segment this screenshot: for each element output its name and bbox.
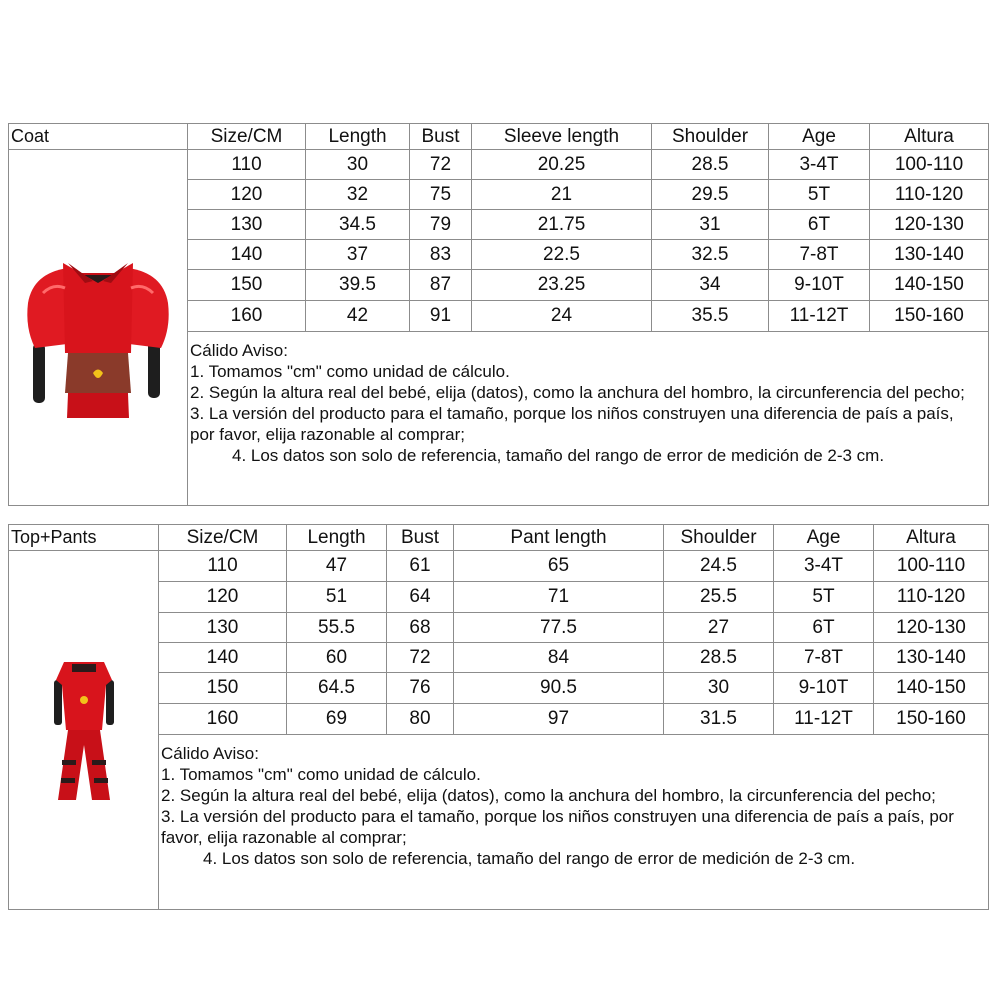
header-bust: Bust — [387, 525, 454, 551]
table-cell: 24.5 — [664, 551, 774, 582]
table-cell: 79 — [410, 210, 472, 240]
table-cell: 28.5 — [664, 643, 774, 673]
note-2: 2. Según la altura real del bebé, elija (datos), como la anchura del hombro, la circunferencia del pecho; — [190, 383, 965, 402]
table-row — [9, 150, 989, 180]
table-cell: 64 — [387, 582, 454, 613]
table-cell: 51 — [287, 582, 387, 613]
table-cell: 31.5 — [664, 704, 774, 735]
table-cell: 77.5 — [454, 613, 664, 643]
table-cell: 160 — [188, 301, 306, 332]
table-cell: 140 — [159, 643, 287, 673]
table-cell: 100-110 — [874, 551, 989, 582]
table-cell: 72 — [410, 150, 472, 180]
table-cell: 21 — [472, 180, 652, 210]
table-cell: 6T — [769, 210, 870, 240]
table-cell: 130-140 — [874, 643, 989, 673]
table-cell: 30 — [306, 150, 410, 180]
table-cell: 110 — [159, 551, 287, 582]
table-cell: 5T — [769, 180, 870, 210]
header-shoulder: Shoulder — [664, 525, 774, 551]
note-4: 4. Los datos son solo de referencia, tamaño del rango de error de medición de 2-3 cm. — [203, 849, 856, 868]
table-cell: 32.5 — [652, 240, 769, 270]
coat-product-image — [9, 150, 188, 506]
note-1: 1. Tomamos "cm" como unidad de cálculo. — [190, 362, 510, 381]
table-cell: 31 — [652, 210, 769, 240]
table-cell: 120 — [159, 582, 287, 613]
table-cell: 11-12T — [769, 301, 870, 332]
table-cell: 7-8T — [774, 643, 874, 673]
note-1: 1. Tomamos "cm" como unidad de cálculo. — [161, 765, 481, 784]
table-cell: 47 — [287, 551, 387, 582]
table-cell: 65 — [454, 551, 664, 582]
table-cell: 140-150 — [870, 270, 989, 301]
table-cell: 27 — [664, 613, 774, 643]
top-pants-section-label: Top+Pants — [9, 525, 159, 551]
table-cell: 61 — [387, 551, 454, 582]
table-cell: 110-120 — [870, 180, 989, 210]
header-size: Size/CM — [159, 525, 287, 551]
table-cell: 130 — [159, 613, 287, 643]
table-cell: 24 — [472, 301, 652, 332]
table-cell: 35.5 — [652, 301, 769, 332]
table-cell: 64.5 — [287, 673, 387, 704]
table-cell: 23.25 — [472, 270, 652, 301]
top-pants-notes — [159, 735, 989, 910]
header-shoulder: Shoulder — [652, 124, 769, 150]
table-cell: 150 — [188, 270, 306, 301]
notes-title: Cálido Aviso: — [161, 744, 259, 763]
table-cell: 22.5 — [472, 240, 652, 270]
note-3: 3. La versión del producto para el tamaño, porque los niños construyen una diferencia de país a país, por favor, elija razonable al comprar; — [190, 404, 954, 444]
table-cell: 11-12T — [774, 704, 874, 735]
table-cell: 6T — [774, 613, 874, 643]
table-cell: 160 — [159, 704, 287, 735]
table-cell: 80 — [387, 704, 454, 735]
table-cell: 140 — [188, 240, 306, 270]
note-2: 2. Según la altura real del bebé, elija (datos), como la anchura del hombro, la circunferencia del pecho; — [161, 786, 936, 805]
table-cell: 130-140 — [870, 240, 989, 270]
table-cell: 120-130 — [870, 210, 989, 240]
table-cell: 39.5 — [306, 270, 410, 301]
table-cell: 9-10T — [769, 270, 870, 301]
header-length: Length — [306, 124, 410, 150]
table-row — [9, 551, 989, 582]
table-cell: 37 — [306, 240, 410, 270]
table-cell: 83 — [410, 240, 472, 270]
notes-title: Cálido Aviso: — [190, 341, 288, 360]
note-3: 3. La versión del producto para el tamaño, porque los niños construyen una diferencia de país a país, por favor, elija razonable al comprar; — [161, 807, 954, 847]
table-cell: 130 — [188, 210, 306, 240]
table-cell: 9-10T — [774, 673, 874, 704]
header-age: Age — [769, 124, 870, 150]
table-cell: 34 — [652, 270, 769, 301]
table-cell: 30 — [664, 673, 774, 704]
header-altura: Altura — [874, 525, 989, 551]
table-cell: 87 — [410, 270, 472, 301]
table-cell: 100-110 — [870, 150, 989, 180]
table-cell: 84 — [454, 643, 664, 673]
table-cell: 69 — [287, 704, 387, 735]
coat-section-label: Coat — [9, 124, 188, 150]
table-cell: 71 — [454, 582, 664, 613]
table-cell: 150 — [159, 673, 287, 704]
table-cell: 120 — [188, 180, 306, 210]
table-cell: 3-4T — [774, 551, 874, 582]
table-cell: 110 — [188, 150, 306, 180]
table-cell: 60 — [287, 643, 387, 673]
table-cell: 75 — [410, 180, 472, 210]
table-cell: 110-120 — [874, 582, 989, 613]
header-length: Length — [287, 525, 387, 551]
coat-costume-illustration — [13, 233, 183, 423]
table-cell: 28.5 — [652, 150, 769, 180]
header-size: Size/CM — [188, 124, 306, 150]
coat-size-table — [8, 123, 989, 506]
header-age: Age — [774, 525, 874, 551]
table-cell: 90.5 — [454, 673, 664, 704]
table-cell: 68 — [387, 613, 454, 643]
note-4: 4. Los datos son solo de referencia, tamaño del rango de error de medición de 2-3 cm. — [232, 446, 885, 465]
coat-notes — [188, 332, 989, 506]
table-cell: 150-160 — [874, 704, 989, 735]
table-cell: 97 — [454, 704, 664, 735]
top-pants-size-table — [8, 524, 989, 910]
table-cell: 7-8T — [769, 240, 870, 270]
table-cell: 29.5 — [652, 180, 769, 210]
table-cell: 120-130 — [874, 613, 989, 643]
table-cell: 140-150 — [874, 673, 989, 704]
table-cell: 34.5 — [306, 210, 410, 240]
header-bust: Bust — [410, 124, 472, 150]
top-pants-costume-illustration — [14, 650, 154, 810]
table-cell: 5T — [774, 582, 874, 613]
header-altura: Altura — [870, 124, 989, 150]
table-cell: 32 — [306, 180, 410, 210]
table-cell: 25.5 — [664, 582, 774, 613]
table-cell: 150-160 — [870, 301, 989, 332]
table-cell: 42 — [306, 301, 410, 332]
header-sleeve-length: Sleeve length — [472, 124, 652, 150]
table-cell: 21.75 — [472, 210, 652, 240]
table-cell: 55.5 — [287, 613, 387, 643]
table-cell: 72 — [387, 643, 454, 673]
top-pants-product-image — [9, 551, 159, 910]
table-cell: 76 — [387, 673, 454, 704]
header-pant-length: Pant length — [454, 525, 664, 551]
table-cell: 3-4T — [769, 150, 870, 180]
table-cell: 91 — [410, 301, 472, 332]
table-cell: 20.25 — [472, 150, 652, 180]
